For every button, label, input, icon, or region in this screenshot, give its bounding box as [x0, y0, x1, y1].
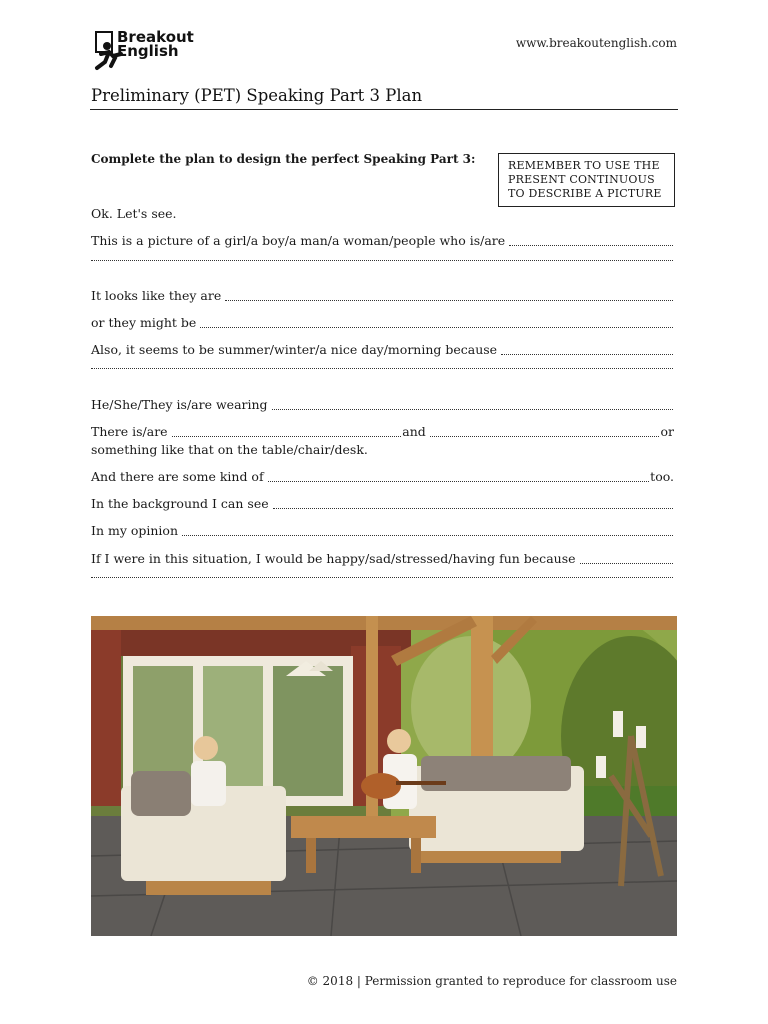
answer-blank[interactable]	[509, 245, 673, 246]
answer-blank[interactable]	[91, 260, 673, 261]
plan-line-seems-to-be: Also, it seems to be summer/winter/a nice day/morning because	[91, 341, 674, 358]
plan-line-situation: If I were in this situation, I would be happy/sad/stressed/having fun because	[91, 550, 674, 567]
plan-line-wearing: He/She/They is/are wearing	[91, 396, 674, 413]
plan-line-picture-of: This is a picture of a girl/a boy/a man/a woman/people who is/are	[91, 232, 674, 249]
answer-blank[interactable]	[272, 409, 673, 410]
answer-blank[interactable]	[172, 436, 402, 437]
pergola-post	[471, 616, 493, 766]
plan-line-situation-continued[interactable]	[91, 577, 674, 581]
guitar	[361, 773, 401, 799]
site-url[interactable]: www.breakoutenglish.com	[515, 36, 677, 50]
answer-blank[interactable]	[200, 327, 673, 328]
plan-line-seems-to-be-continued[interactable]	[91, 368, 674, 372]
answer-blank[interactable]	[182, 535, 673, 536]
brick-wall	[91, 616, 121, 806]
answer-blank[interactable]	[501, 354, 673, 355]
remember-note-box: REMEMBER TO USE THE PRESENT CONTINUOUS TO DESCRIBE A PICTURE	[498, 153, 675, 207]
plan-line-there-is: There is/are and or	[91, 424, 674, 439]
answer-blank[interactable]	[225, 300, 673, 301]
plan-line-opinion: In my opinion	[91, 522, 674, 539]
answer-blank[interactable]	[273, 508, 673, 509]
plan-line-might-be: or they might be	[91, 314, 674, 331]
plan-line-something-like: something like that on the table/chair/desk.	[91, 442, 368, 457]
title-divider	[90, 109, 678, 110]
pergola-beam	[91, 616, 677, 630]
copyright-footer: © 2018 | Permission granted to reproduce for classroom use	[306, 974, 677, 988]
instruction-text: Complete the plan to design the perfect Speaking Part 3:	[91, 152, 476, 166]
woman-left	[194, 736, 218, 760]
answer-blank[interactable]	[91, 577, 673, 578]
answer-blank[interactable]	[580, 563, 673, 564]
answer-blank[interactable]	[268, 481, 650, 482]
plan-line-ok: Ok. Let's see.	[91, 206, 177, 221]
coffee-table	[291, 816, 436, 838]
plan-line-some-kind-of: And there are some kind of too.	[91, 469, 674, 484]
plan-line-picture-of-continued[interactable]	[91, 260, 674, 264]
answer-blank[interactable]	[430, 436, 660, 437]
woman-guitar	[387, 729, 411, 753]
patio-photo	[91, 616, 677, 936]
logo-wordmark: Breakout English	[117, 28, 194, 60]
plan-line-background: In the background I can see	[91, 495, 674, 512]
page-title: Preliminary (PET) Speaking Part 3 Plan	[91, 86, 423, 105]
breakout-english-logo	[93, 28, 208, 78]
plan-line-looks-like: It looks like they are	[91, 287, 674, 304]
answer-blank[interactable]	[91, 368, 673, 369]
